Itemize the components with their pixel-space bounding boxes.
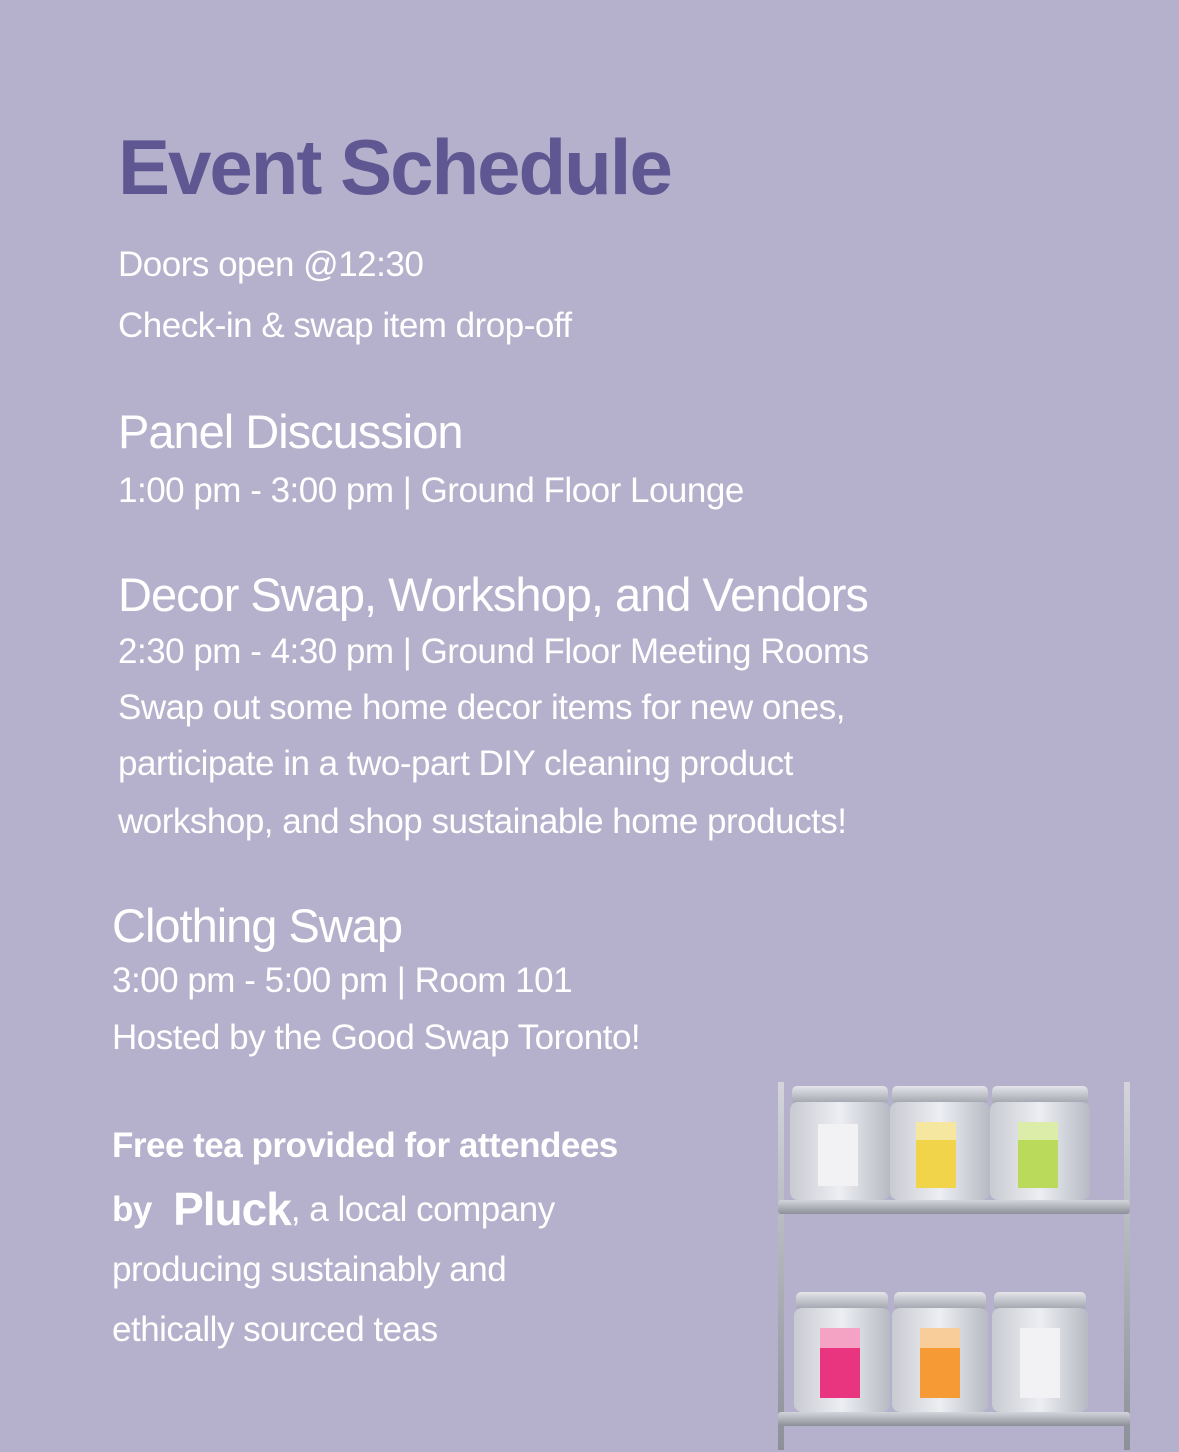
- rack-post-icon: [778, 1082, 784, 1450]
- page-title: Event Schedule: [118, 123, 671, 211]
- session-title-decor-swap: Decor Swap, Workshop, and Vendors: [118, 568, 868, 621]
- tea-jar-icon: [890, 1086, 990, 1200]
- sponsor-line: [112, 1183, 555, 1235]
- rack-shelf-icon: [778, 1412, 1130, 1426]
- sponsor-headline: Free tea provided for attendees: [112, 1126, 618, 1165]
- sponsor-by-text: by: [112, 1190, 152, 1229]
- session-description-line: Hosted by the Good Swap Toronto!: [112, 1018, 641, 1057]
- doors-open-text: Doors open @12:30: [118, 245, 424, 284]
- session-description-line: participate in a two-part DIY cleaning product: [118, 744, 793, 783]
- rack-shelf-icon: [778, 1200, 1130, 1214]
- sponsor-line: producing sustainably and: [112, 1250, 507, 1289]
- session-time-decor-swap: 2:30 pm - 4:30 pm | Ground Floor Meeting Rooms: [118, 632, 869, 671]
- session-description-line: Swap out some home decor items for new ones,: [118, 688, 845, 727]
- tea-jar-icon: [990, 1086, 1090, 1200]
- sponsor-line: ethically sourced teas: [112, 1310, 438, 1349]
- tea-jar-icon: [790, 1086, 890, 1200]
- session-description-line: workshop, and shop sustainable home products!: [118, 802, 847, 841]
- session-time-panel: 1:00 pm - 3:00 pm | Ground Floor Lounge: [118, 471, 744, 510]
- session-time-clothing-swap: 3:00 pm - 5:00 pm | Room 101: [112, 961, 573, 1000]
- pluck-logo: Pluck: [173, 1183, 291, 1235]
- tea-jar-shelf-photo: [770, 1072, 1142, 1452]
- sponsor-company-text: , a local company: [290, 1190, 555, 1229]
- tea-jar-icon: [794, 1292, 890, 1412]
- session-title-clothing-swap: Clothing Swap: [112, 899, 403, 952]
- rack-post-icon: [1124, 1082, 1130, 1450]
- check-in-text: Check-in & swap item drop-off: [118, 306, 572, 345]
- tea-jar-icon: [892, 1292, 988, 1412]
- tea-jar-icon: [992, 1292, 1088, 1412]
- session-title-panel: Panel Discussion: [118, 405, 463, 458]
